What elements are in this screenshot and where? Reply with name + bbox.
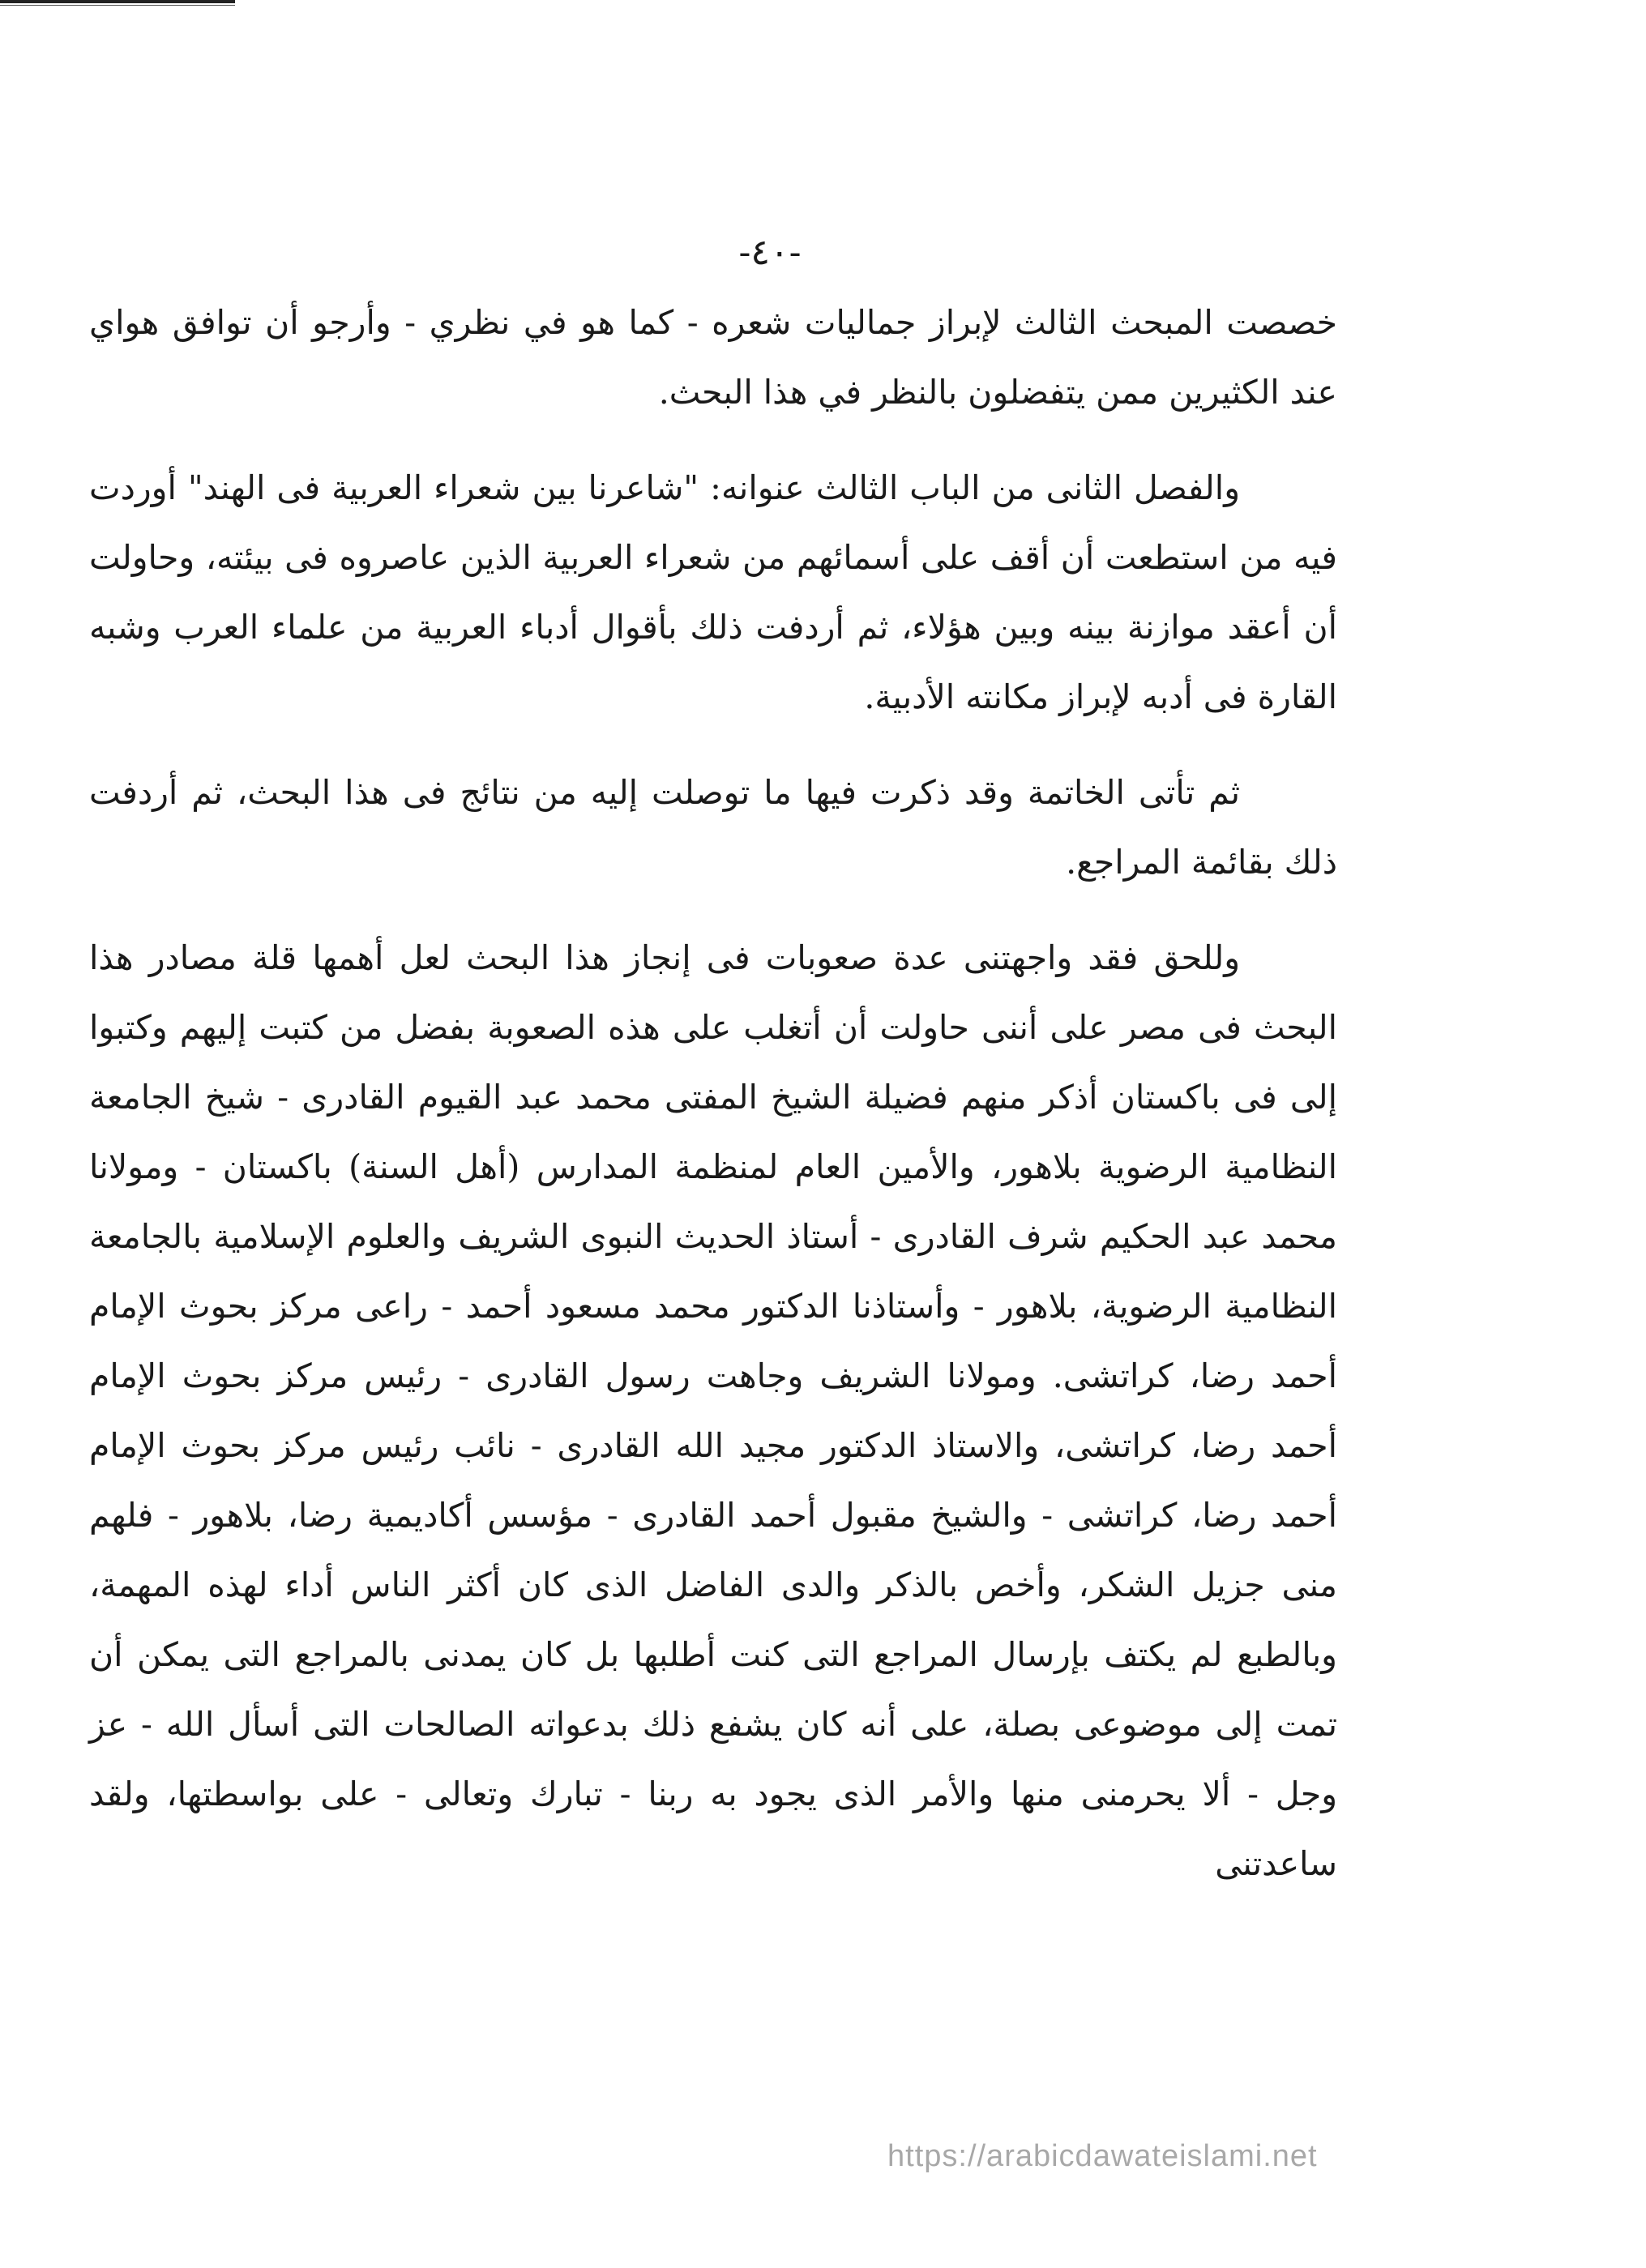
scan-corner-line-thin — [0, 5, 235, 6]
page-body — [89, 288, 1337, 1924]
paragraph-4: وللحق فقد واجهتنى عدة صعوبات فى إنجاز هذا البحث لعل أهمها قلة مصادر هذا البحث فى مصر على أننى حاولت أن أتغلب على هذه الصعوبة بفضل من كتبت إليهم وكتبوا إلى فى باكستان أذكر منهم فضيلة الشيخ المفتى محمد عبد القيوم القادرى - شيخ الجامعة النظامية الرضوية بلاهور، والأمين العام لمنظمة المدارس (أهل السنة) باكستان - ومولانا محمد عبد الحكيم شرف القادرى - أستاذ الحديث النبوى الشريف والعلوم الإسلامية بالجامعة النظامية الرضوية، بلاهور - وأستاذنا الدكتور محمد مسعود أحمد - راعى مركز بحوث الإمام أحمد رضا، كراتشى. ومولانا الشريف وجاهت رسول القادرى - رئيس مركز بحوث الإمام أحمد رضا، كراتشى، والاستاذ الدكتور مجيد الله القادرى - نائب رئيس مركز بحوث الإمام أحمد رضا، كراتشى - والشيخ مقبول أحمد القادرى - مؤسس أكاديمية رضا، بلاهور - فلهم منى جزيل الشكر، وأخص بالذكر والدى الفاضل الذى كان أكثر الناس أداء لهذه المهمة، وبالطبع لم يكتف بإرسال المراجع التى كنت أطلبها بل كان يمدنى بالمراجع التى يمكن أن تمت إلى موضوعى بصلة، على أنه كان يشفع ذلك بدعواته الصالحات التى أسأل الله - عز وجل - ألا يحرمنى منها والأمر الذى يجود به ربنا - تبارك وتعالى - على بواسطتها، ولقد ساعدتنى — [89, 938, 1337, 1883]
scan-corner-line — [0, 0, 235, 3]
paragraph-2: والفصل الثانى من الباب الثالث عنوانه: "شاعرنا بين شعراء العربية فى الهند" أوردت فيه من استطعت أن أقف على أسمائهم من شعراء العربية الذين عاصروه فى بيئته، وحاولت أن أعقد موازنة بينه وبين هؤلاء، ثم أردفت ذلك بأقوال أدباء العربية من علماء العرب وشبه القارة فى أدبه لإبراز مكانته الأدبية. — [89, 468, 1337, 716]
paragraph-1: خصصت المبحث الثالث لإبراز جماليات شعره - كما هو في نظري - وأرجو أن توافق هواي عند الكثيرين ممن يتفضلون بالنظر في هذا البحث. — [89, 303, 1337, 412]
watermark-url: https://arabicdawateislami.net — [887, 2139, 1318, 2173]
page-number: -٤٠- — [738, 232, 802, 273]
paragraph-3: ثم تأتى الخاتمة وقد ذكرت فيها ما توصلت إليه من نتائج فى هذا البحث، ثم أردفت ذلك بقائمة المراجع. — [89, 773, 1337, 882]
